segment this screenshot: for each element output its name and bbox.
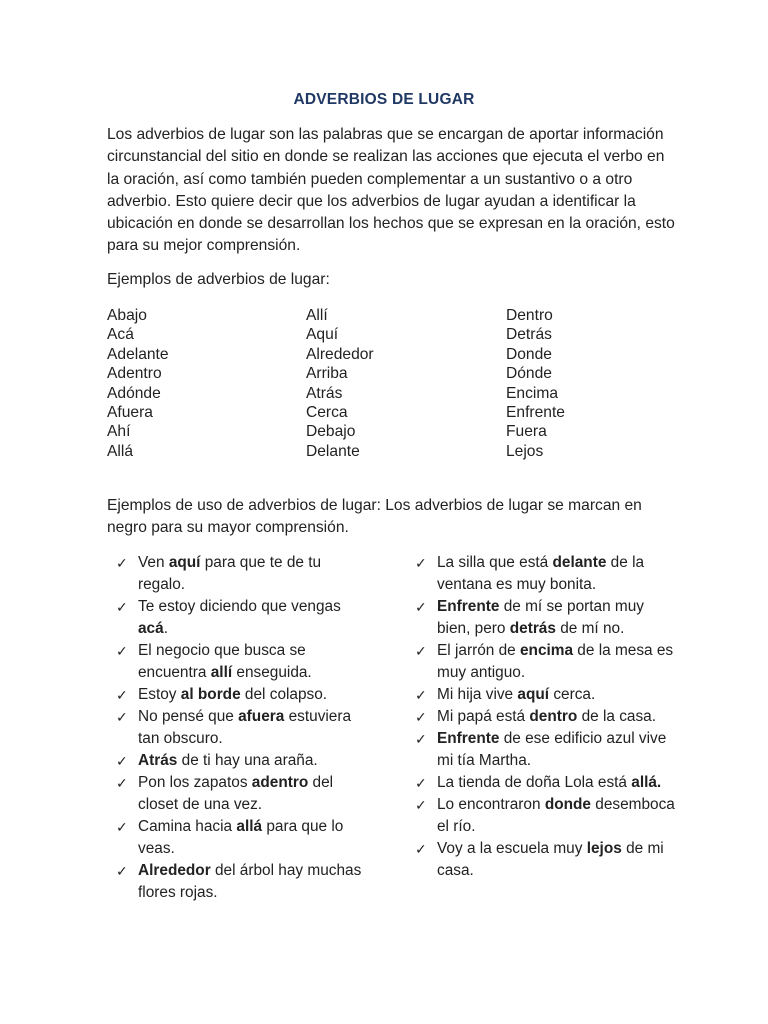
checkmark-icon: ✓ [116,555,128,571]
sentence-text: Pon los zapatos [138,774,252,791]
adverb-word: Abajo [107,307,147,324]
sentence-text: El jarrón de [437,642,520,659]
adverb-word: Atrás [306,384,343,402]
example-sentence [415,640,677,684]
highlighted-adverb: Alrededor [138,862,211,879]
sentence-text: de la ventana es muy bonita. [437,554,645,593]
adverb-word: Dentro [506,307,553,324]
adverb-word: Acá [107,326,134,344]
sentence-text: de mí no. [555,620,625,637]
adverb-word: Encima [506,384,558,402]
example-sentence [415,552,677,596]
sentence-text: Voy a la escuela muy [437,840,587,857]
sentence-text: La tienda de doña Lola está [437,774,632,791]
checkmark-icon: ✓ [415,643,427,659]
example-sentence [116,684,366,706]
checkmark-icon: ✓ [415,555,427,571]
sentence-text: de ese edificio azul vive mi tía Martha. [437,730,667,769]
intro-paragraph: Los adverbios de lugar son las palabras que se encargan de aportar información circunstancial del sitio en donde se realizan las acciones que ejecuta el verbo en la oración, así como también pueden complementar a un sustantivo o a otro adverbio. Esto quiere decir que los adverbios de lugar ayudan a identificar la ubicación en donde se desarrollan los hechos que se expresan en la oración, esto para su mejor comprensión. [107,126,675,255]
adverb-word: Lejos [506,442,544,460]
sentence-text: El negocio que busca se encuentra [138,642,306,681]
adverb-word: Dónde [506,365,552,383]
sentence-text: de ti hay una araña. [177,752,318,769]
sentence-text: La silla que está [437,554,553,571]
highlighted-adverb: al borde [180,686,241,703]
checkmark-icon: ✓ [415,797,427,813]
sentence-text: . [163,620,168,637]
example-sentences-left [116,552,366,904]
checkmark-icon: ✓ [415,841,427,857]
example-sentence [116,772,366,816]
adverb-word: Adelante [107,345,169,363]
adverb-list-column-1 [107,306,169,461]
sentence-text: de mí se portan muy bien, pero [437,598,645,637]
checkmark-icon: ✓ [415,599,427,615]
example-sentence [116,640,366,684]
adverb-word: Detrás [506,326,552,344]
adverb-word: Aquí [306,326,339,344]
example-sentence [116,706,366,750]
sentence-text: Te estoy diciendo que vengas [138,598,341,615]
sentence-text: Camina hacia [138,818,237,835]
adverb-word: Fuera [506,423,547,441]
checkmark-icon: ✓ [116,687,128,703]
example-sentence [116,596,366,640]
example-sentence [415,794,677,838]
adverb-word: Enfrente [506,404,565,422]
checkmark-icon: ✓ [116,643,128,659]
example-sentence [415,706,677,728]
highlighted-adverb: lejos [586,840,622,857]
checkmark-icon: ✓ [415,731,427,747]
highlighted-adverb: allá. [631,774,662,791]
checkmark-icon: ✓ [415,709,427,725]
adverb-word: Allá [107,442,134,460]
sentence-text: Ven [138,554,169,571]
adverb-word: Ahí [107,423,131,441]
adverb-word: Donde [506,345,552,363]
highlighted-adverb: donde [544,796,591,813]
adverb-list-column-2 [306,306,374,461]
usage-intro-paragraph: Ejemplos de uso de adverbios de lugar: Los adverbios de lugar se marcan en negro para su mayor comprensión. [107,497,642,536]
adverb-word: Arriba [306,365,348,383]
highlighted-adverb: delante [552,554,607,571]
adverb-word: Cerca [306,404,348,422]
adverb-word: Debajo [306,423,356,441]
example-sentence [415,684,677,706]
adverb-list-column-3 [506,306,565,461]
checkmark-icon: ✓ [116,599,128,615]
checkmark-icon: ✓ [116,819,128,835]
highlighted-adverb: dentro [529,708,578,725]
checkmark-icon: ✓ [415,775,427,791]
sentence-text: de la mesa es muy antiguo. [437,642,674,681]
highlighted-adverb: afuera [238,708,285,725]
example-sentence [116,750,366,772]
sentence-text: de mi casa. [437,840,664,879]
example-sentence [116,860,366,904]
highlighted-adverb: encima [519,642,574,659]
checkmark-icon: ✓ [116,775,128,791]
sentence-text: del árbol hay muchas flores rojas. [138,862,362,901]
adverb-word: Adónde [107,384,161,402]
highlighted-adverb: Enfrente [437,598,500,615]
sentence-text: Mi papá está [437,708,530,725]
checkmark-icon: ✓ [116,863,128,879]
highlighted-adverb: Enfrente [437,730,500,747]
sentence-text: Lo encontraron [437,796,545,813]
highlighted-adverb: acá [138,620,164,637]
example-sentence [116,816,366,860]
highlighted-adverb: aquí [517,686,550,703]
highlighted-adverb: aquí [168,554,201,571]
sentence-text: del closet de una vez. [138,774,334,813]
sentence-text: cerca. [549,686,596,703]
sentence-text: Estoy [138,686,181,703]
adverb-word: Alrededor [306,345,374,363]
examples-heading: Ejemplos de adverbios de lugar: [107,271,330,288]
sentence-text: del colapso. [240,686,328,703]
adverb-word: Delante [306,442,360,460]
sentence-text: estuviera tan obscuro. [138,708,352,747]
example-sentence [415,728,677,772]
checkmark-icon: ✓ [415,687,427,703]
adverb-word: Allí [306,307,328,324]
sentence-text: desemboca el río. [437,796,675,835]
example-sentence [415,596,677,640]
checkmark-icon: ✓ [116,753,128,769]
sentence-text: enseguida. [232,664,312,681]
example-sentence [415,772,677,794]
highlighted-adverb: Atrás [138,752,178,769]
sentence-text: de la casa. [577,708,657,725]
highlighted-adverb: allá [236,818,263,835]
checkmark-icon: ✓ [116,709,128,725]
adverb-word: Adentro [107,365,162,383]
sentence-text: Mi hija vive [437,686,518,703]
example-sentences-right [415,552,677,882]
sentence-text: para que lo veas. [138,818,344,857]
sentence-text: para que te de tu regalo. [138,554,322,593]
example-sentence [415,838,677,882]
sentence-text: No pensé que [138,708,239,725]
highlighted-adverb: detrás [509,620,556,637]
highlighted-adverb: allí [210,664,233,681]
page-title: ADVERBIOS DE LUGAR [293,91,475,108]
example-sentence [116,552,366,596]
highlighted-adverb: adentro [251,774,309,791]
adverb-word: Afuera [107,404,153,422]
